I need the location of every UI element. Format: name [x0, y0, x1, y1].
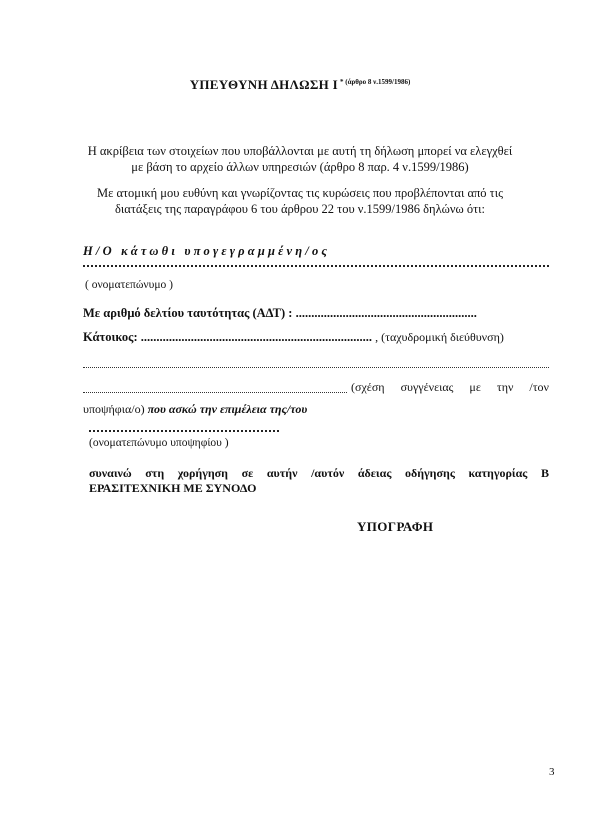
title-law-note: * (άρθρο 8 ν.1599/1986)	[340, 78, 411, 86]
title-text: ΥΠΕΥΘΥΝΗ ΔΗΛΩΣΗ Ι	[189, 77, 338, 92]
postal-address-note: , (ταχυδρομική διεύθυνση)	[375, 330, 504, 344]
id-card-fill-dots: ..........................................................	[295, 306, 477, 320]
resident-fill-dots: ..........................................................................	[140, 330, 372, 344]
intro-line-3: Με ατομική μου ευθύνη και γνωρίζοντας τις κυρώσεις που προβλέπονται από τις	[96, 186, 504, 200]
address-fill-line	[83, 367, 549, 368]
intro-line-4: διατάξεις της παραγράφου 6 του άρθρου 22 του ν.1599/1986 δηλώνω ότι:	[115, 202, 485, 216]
resident-row	[83, 330, 504, 345]
guardianship-text: που ασκώ την επιμέλεια της/του	[147, 402, 308, 416]
name-note: ( ονοματεπώνυμο )	[85, 279, 173, 291]
id-card-row	[83, 306, 477, 321]
intro-liability-text	[60, 185, 540, 217]
id-card-label: Με αριθμό δελτίου ταυτότητας (ΑΔΤ) :	[83, 306, 293, 320]
intro-line-1: Η ακρίβεια των στοιχείων που υποβάλλονται με αυτή τη δήλωση μπορεί να ελεγχθεί	[87, 144, 513, 158]
declarant-label: Η/Ο κάτωθι υπογεγραμμένη/ος	[83, 244, 331, 258]
candidate-row	[83, 402, 307, 417]
relation-note: (σχέση συγγένειας με την /τον	[351, 380, 549, 394]
name-fill-line	[83, 265, 549, 267]
page-number: 3	[549, 766, 555, 778]
consent-paragraph	[89, 466, 549, 496]
intro-line-2: με βάση το αρχείο άλλων υπηρεσιών (άρθρο 8 παρ. 4 ν.1599/1986)	[131, 160, 469, 174]
document-title	[0, 76, 600, 94]
candidate-name-fill-line	[89, 430, 279, 432]
consent-line-1: συναινώ στη χορήγηση σε αυτήν /αυτόν άδειας οδήγησης κατηγορίας Β	[89, 466, 549, 480]
consent-line-2: ΕΡΑΣΙΤΕΧΝΙΚΗ ΜΕ ΣΥΝΟΔΟ	[89, 481, 257, 495]
relation-fill-line	[83, 392, 347, 393]
candidate-name-note: (ονοματεπώνυμο υποψηφίου )	[89, 437, 229, 449]
signature-label: ΥΠΟΓΡΑΦΗ	[357, 519, 434, 534]
intro-verification-text	[60, 143, 540, 175]
resident-label: Κάτοικος:	[83, 330, 138, 344]
candidate-label: υποψήφια/ο)	[83, 402, 145, 416]
